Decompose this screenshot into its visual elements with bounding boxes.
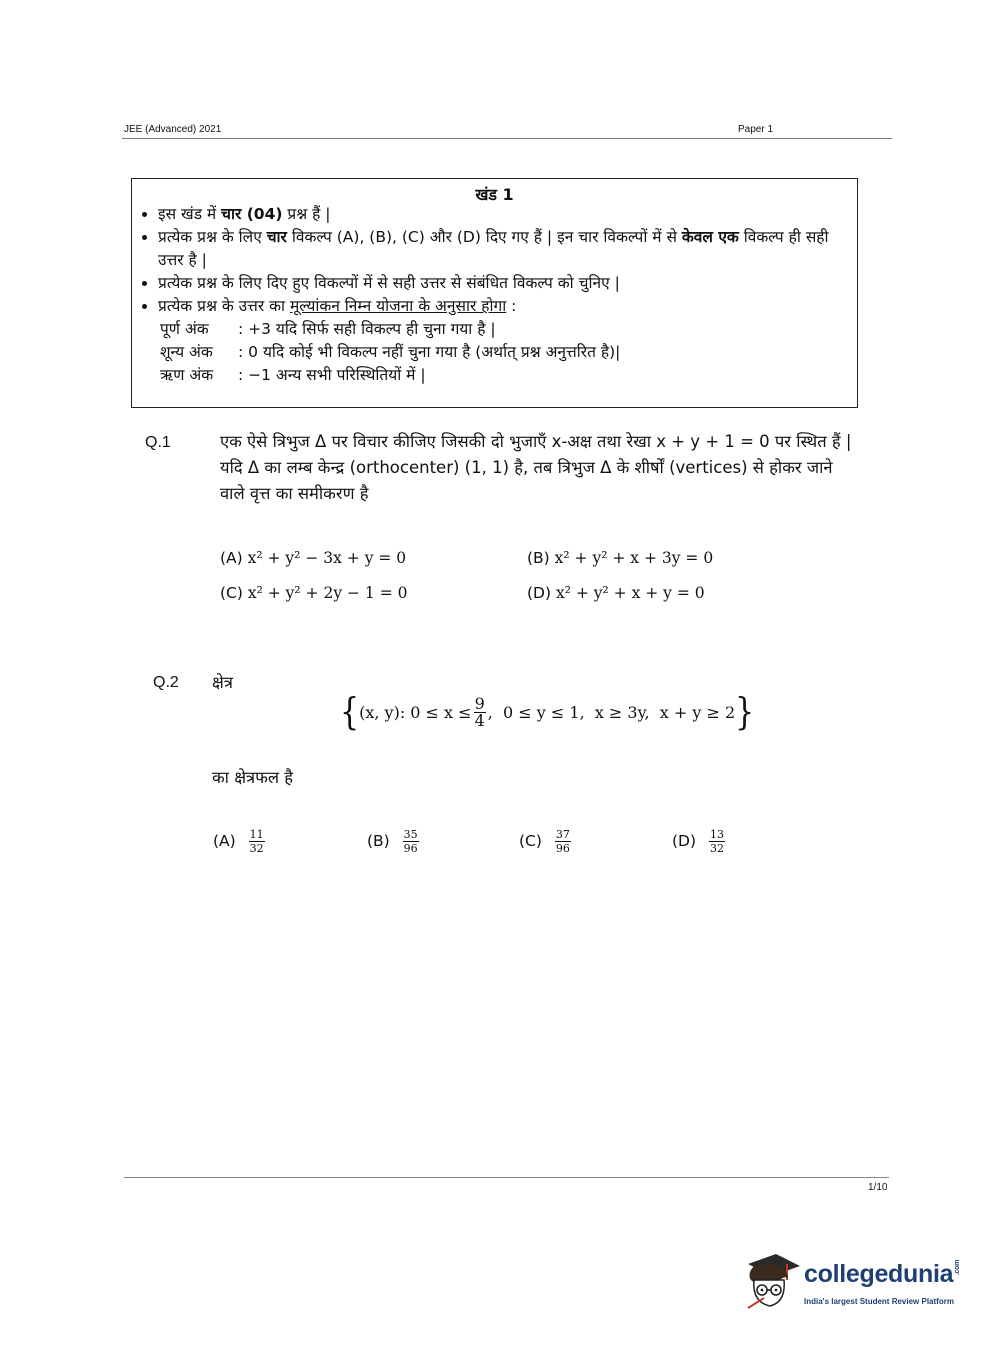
instruction-item: • इस खंड में चार (04) प्रश्न हैं | xyxy=(158,203,848,226)
mascot-icon xyxy=(742,1250,804,1320)
logo-wordmark: collegedunia.com xyxy=(804,1260,962,1288)
marks-value-zero: : 0 यदि कोई भी विकल्प नहीं चुना गया है (अर्थात् प्रश्न अनुत्तरित है)| xyxy=(238,343,621,361)
marks-label-negative: ऋण अंक xyxy=(160,366,214,384)
marks-label-zero: शून्य अंक xyxy=(160,343,213,361)
header-paper: Paper 1 xyxy=(738,124,774,135)
marks-value-full: : +3 यदि सिर्फ सही विकल्प ही चुना गया है | xyxy=(238,320,496,338)
marks-label-full: पूर्ण अंक xyxy=(160,320,209,338)
marking-scheme xyxy=(160,318,848,387)
marks-value-negative: : −1 अन्य सभी परिस्थितियों में | xyxy=(238,366,426,384)
q2-region-expression: { (x, y): 0 ≤ x ≤ $\frac{9}{4}$ , 0 ≤ y ≤ 1, x ≥ 3y, x + y ≥ 2 } xyxy=(340,690,755,734)
q1-option-a[interactable]: (A) x² + y² − 3x + y = 0 xyxy=(220,549,407,567)
q1-text: एक ऐसे त्रिभुज Δ पर विचार कीजिए जिसकी दो भुजाएँ x-अक्ष तथा रेखा x + y + 1 = 0 पर स्थित हैं | यदि Δ का लम्ब केन्द्र (orthocenter) (1, 1) है, तब त्रिभुज Δ के शीर्षों (vertices) से होकर जाने वाले वृत्त का समीकरण है xyxy=(220,432,852,503)
page-number: 1/10 xyxy=(868,1182,888,1193)
q2-option-b[interactable]: (B) $\frac{35}{96}$ xyxy=(367,828,418,855)
q1-option-c[interactable]: (C) x² + y² + 2y − 1 = 0 xyxy=(220,584,408,602)
section-instructions-box xyxy=(131,178,858,408)
q2-intro: क्षेत्र xyxy=(212,673,233,692)
q2-option-d[interactable]: (D) $\frac{13}{32}$ xyxy=(672,828,724,855)
instruction-item: • प्रत्येक प्रश्न के लिए चार विकल्प (A), (B), (C) और (D) दिए गए हैं | इन चार विकल्पों में से केवल एक विकल्प ही सही उत्तर है | xyxy=(158,226,848,272)
header-exam-name: JEE (Advanced) 2021 xyxy=(124,124,222,135)
q1-number: Q.1 xyxy=(145,434,171,451)
q1-option-d[interactable]: (D) x² + y² + x + y = 0 xyxy=(527,584,705,602)
fraction: $\frac{9}{4}$ xyxy=(474,694,485,730)
q2-number: Q.2 xyxy=(153,674,179,691)
q1-option-b[interactable]: (B) x² + y² + x + 3y = 0 xyxy=(527,549,714,567)
collegedunia-logo[interactable] xyxy=(742,1250,972,1320)
header-divider xyxy=(122,138,892,139)
instruction-item: • प्रत्येक प्रश्न के लिए दिए हुए विकल्पों में से सही उत्तर से संबंधित विकल्प को चुनिए | xyxy=(158,272,848,295)
q2-option-c[interactable]: (C) $\frac{37}{96}$ xyxy=(519,828,570,855)
logo-tagline: India's largest Student Review Platform xyxy=(804,1297,954,1306)
instruction-item: • प्रत्येक प्रश्न के उत्तर का मूल्यांकन निम्न योजना के अनुसार होगा : पूर्ण अंक : +3 यदि सिर्फ सही विकल्प ही चुना गया है | शून्य अंक : 0 यदि कोई भी विकल्प नहीं चुना गया है (अर्थात् प्रश्न अनुत्तरित है)| ऋण अंक : −1 अन्य सभी परिस्थितियों में | xyxy=(158,295,848,387)
instruction-list xyxy=(140,203,848,387)
q2-option-a[interactable]: (A) $\frac{11}{32}$ xyxy=(213,828,264,855)
section-title: खंड 1 xyxy=(475,185,514,204)
q2-after-text: का क्षेत्रफल है xyxy=(212,768,294,787)
footer-divider xyxy=(124,1177,889,1178)
